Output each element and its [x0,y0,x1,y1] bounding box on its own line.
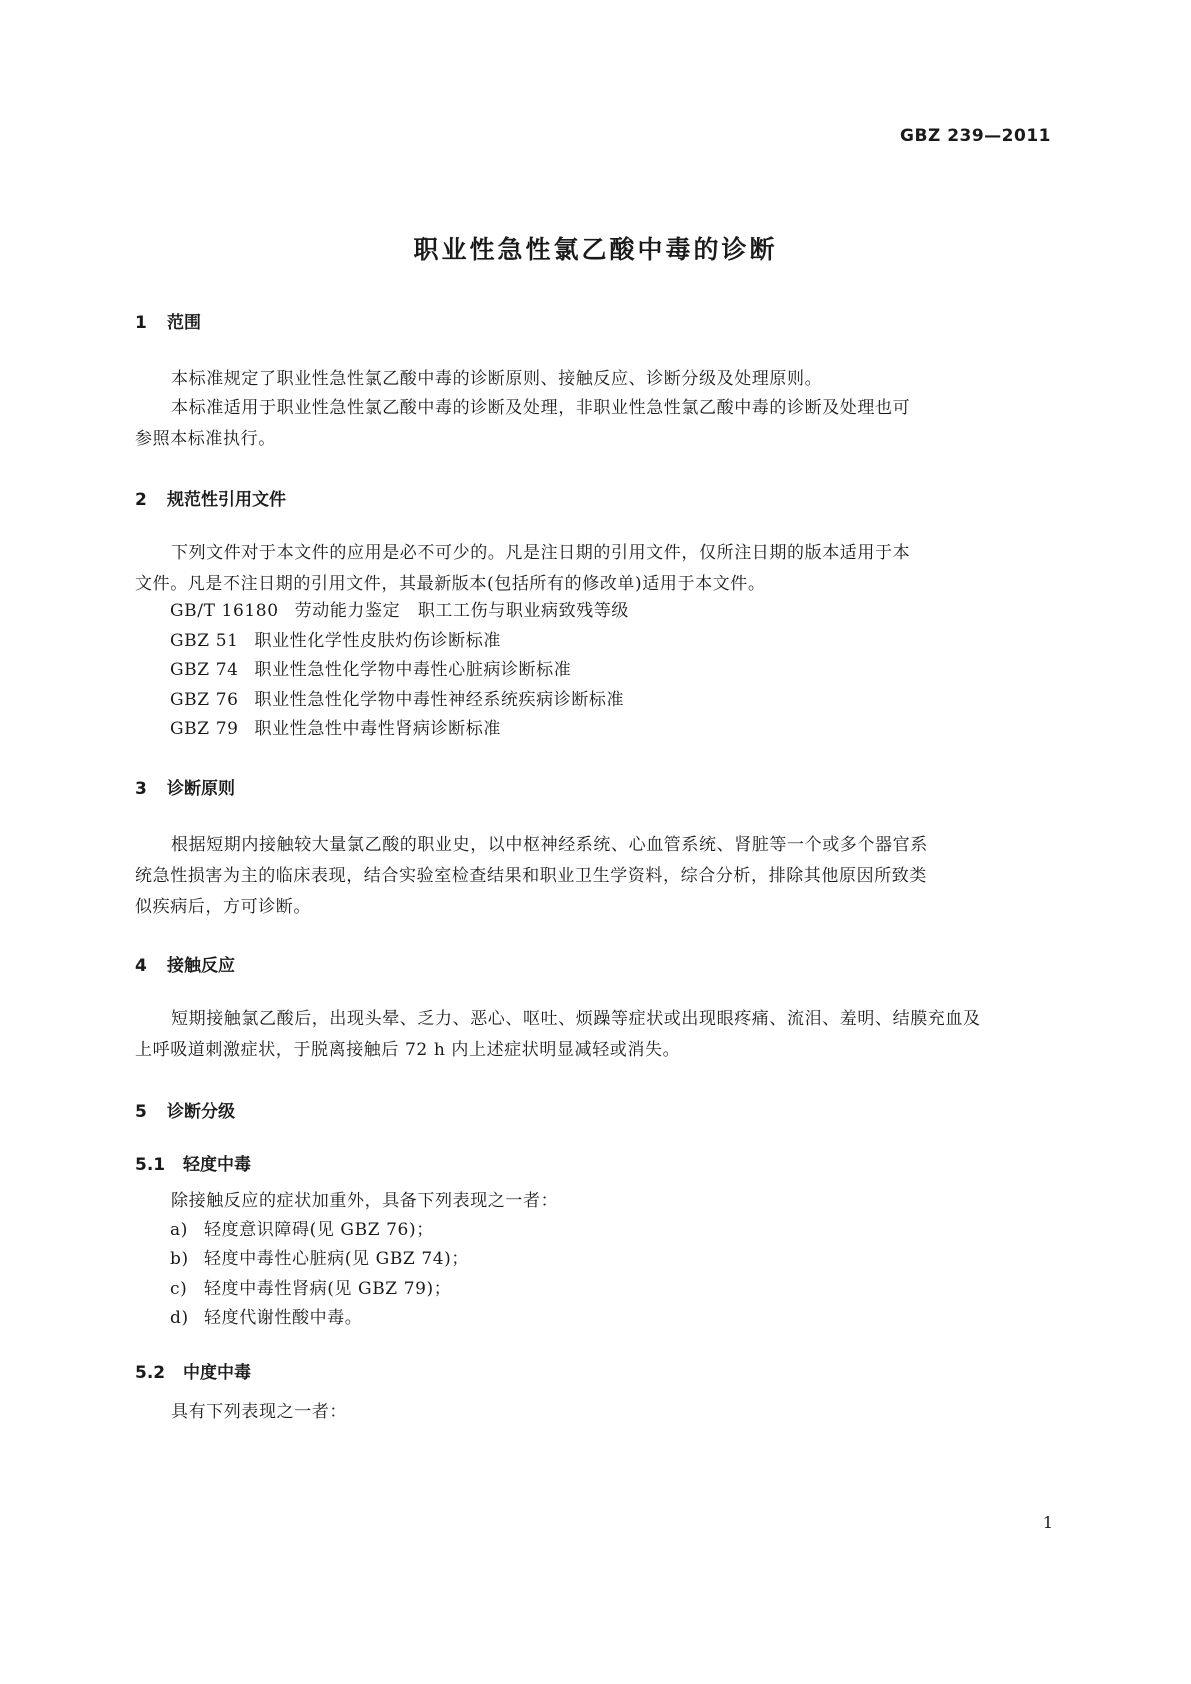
section-number: 5.1 [135,1155,166,1175]
reference-item: GBZ 51 职业性化学性皮肤灼伤诊断标准 [170,631,501,651]
section-title: 轻度中毒 [183,1155,251,1175]
section-title: 规范性引用文件 [167,490,286,510]
section-2-heading [135,485,286,510]
section-2-paragraph-1: 下列文件对于本文件的应用是必不可少的。凡是注日期的引用文件，仅所注日期的版本适用于本 文件。凡是不注日期的引用文件，其最新版本(包括所有的修改单)适用于本文件。 [135,543,911,594]
section-number: 2 [135,490,147,510]
section-number: 3 [135,779,147,799]
section-5-1-intro: 除接触反应的症状加重外，具备下列表现之一者： [171,1191,559,1211]
reference-item: GBZ 79 职业性急性中毒性肾病诊断标准 [170,719,501,739]
section-5-2-heading [135,1358,251,1383]
section-number: 5.2 [135,1363,166,1383]
page-number: 1 [1042,1513,1053,1532]
list-item: b) 轻度中毒性心脏病(见 GBZ 74)； [170,1249,469,1269]
section-5-1-heading [135,1150,251,1175]
list-item: a) 轻度意识障碍(见 GBZ 76)； [170,1220,434,1240]
list-item: c) 轻度中毒性肾病(见 GBZ 79)； [170,1279,452,1299]
standard-code: GBZ 239—2011 [900,126,1051,146]
section-title: 诊断原则 [167,779,235,799]
section-3-heading [135,774,235,799]
section-4-paragraph: 短期接触氯乙酸后，出现头晕、乏力、恶心、呕吐、烦躁等症状或出现眼疼痛、流泪、羞明、结膜充血及 上呼吸道刺激症状，于脱离接触后 72 h 内上述症状明显减轻或消失。 [135,1009,981,1060]
section-5-2-intro: 具有下列表现之一者： [171,1402,347,1422]
page-title: 职业性急性氯乙酸中毒的诊断 [413,235,778,264]
section-title: 接触反应 [167,956,235,976]
section-number: 5 [135,1102,147,1122]
reference-item: GB/T 16180 劳动能力鉴定 职工工伤与职业病致残等级 [170,601,630,621]
section-1-heading [135,308,201,333]
section-4-heading [135,951,235,976]
section-5-heading [135,1097,235,1122]
section-title: 范围 [167,313,201,333]
section-number: 4 [135,956,147,976]
list-item: d) 轻度代谢性酸中毒。 [170,1308,363,1328]
section-number: 1 [135,313,147,333]
section-title: 诊断分级 [167,1102,235,1122]
section-1-paragraph-2: 本标准适用于职业性急性氯乙酸中毒的诊断及处理，非职业性急性氯乙酸中毒的诊断及处理也可 参照本标准执行。 [135,398,911,449]
section-1-paragraph-1: 本标准规定了职业性急性氯乙酸中毒的诊断原则、接触反应、诊断分级及处理原则。 [171,369,823,389]
reference-item: GBZ 74 职业性急性化学物中毒性心脏病诊断标准 [170,660,572,680]
section-title: 中度中毒 [183,1363,251,1383]
section-3-paragraph: 根据短期内接触较大量氯乙酸的职业史，以中枢神经系统、心血管系统、肾脏等一个或多个器官系 统急性损害为主的临床表现，结合实验室检查结果和职业卫生学资料，综合分析，排除其他原因所致类 似疾病后，方可诊断。 [135,835,928,917]
reference-item: GBZ 76 职业性急性化学物中毒性神经系统疾病诊断标准 [170,690,625,710]
